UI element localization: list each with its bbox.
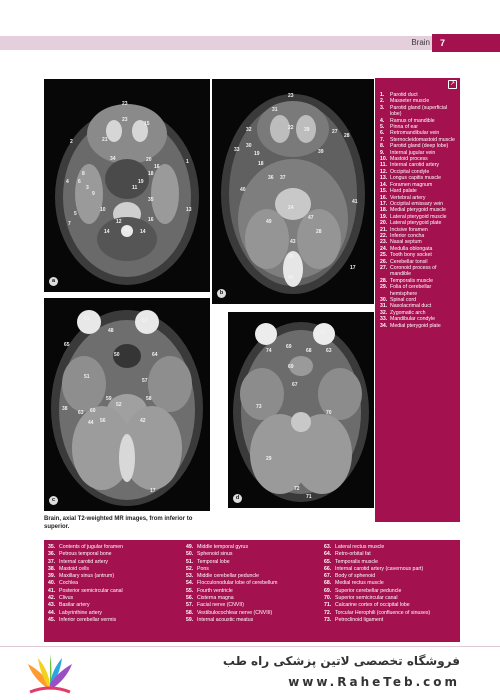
panel-label: 39 bbox=[304, 127, 310, 133]
legend-text: Flocculonodular lobe of cerebellum bbox=[197, 580, 278, 587]
legend-text: Medulla oblongata bbox=[390, 245, 433, 252]
legend-number: 21. bbox=[380, 226, 388, 233]
legend-text: Sphenoid sinus bbox=[197, 551, 233, 558]
panel-label: 69 bbox=[288, 364, 294, 370]
legend-number: 7. bbox=[380, 136, 385, 143]
legend-text: Sternocleidomastoid muscle bbox=[390, 136, 455, 143]
legend-text: Medial pterygoid muscle bbox=[390, 207, 446, 214]
panel-letter: b bbox=[217, 289, 226, 298]
legend-number: 11. bbox=[380, 162, 387, 169]
panel-label: 35 bbox=[148, 197, 154, 203]
panel-label: 12 bbox=[116, 219, 122, 225]
legend-number: 13. bbox=[380, 175, 388, 182]
bookmark-icon: ↗ bbox=[449, 81, 456, 87]
legend-text: Parotid gland (superficial lobe) bbox=[390, 104, 448, 118]
legend-text: Vestibulocochlear nerve (CNVIII) bbox=[197, 609, 273, 616]
panel-label: 23 bbox=[122, 117, 128, 123]
panel-label: 28 bbox=[344, 133, 350, 139]
legend-text: Temporal lobe bbox=[197, 558, 230, 565]
legend-number: 51. bbox=[186, 558, 194, 565]
legend-item bbox=[48, 544, 183, 551]
panel-label: 44 bbox=[88, 420, 94, 426]
legend-number: 3. bbox=[380, 104, 385, 111]
legend-item bbox=[48, 595, 183, 602]
legend-text: Lateral pterygoid plate bbox=[390, 220, 442, 227]
panel-label: 46 bbox=[288, 275, 294, 281]
legend-text: Internal carotid artery bbox=[390, 162, 440, 169]
legend-text: Incisive foramen bbox=[390, 226, 428, 233]
legend-item bbox=[48, 566, 183, 573]
legend-number: 63. bbox=[324, 544, 332, 550]
legend-number: 25. bbox=[380, 252, 388, 259]
legend-item bbox=[48, 580, 183, 587]
legend-number: 20. bbox=[380, 220, 388, 227]
panel-label: 63 bbox=[78, 410, 84, 416]
legend-number: 31. bbox=[380, 303, 388, 310]
legend-text: Pons bbox=[197, 565, 209, 572]
legend-number: 26. bbox=[380, 258, 388, 265]
panel-label: 7 bbox=[68, 221, 71, 227]
panel-label: 68 bbox=[306, 348, 312, 354]
legend-item bbox=[324, 617, 459, 624]
legend-number: 16. bbox=[380, 194, 388, 201]
legend-text: Middle temporal gyrus bbox=[197, 544, 249, 550]
legend-text: Lateral rectus muscle bbox=[335, 544, 385, 550]
rahe-teb-logo bbox=[20, 650, 80, 698]
panel-label: 22 bbox=[288, 125, 294, 131]
legend-text: Parotid gland (deep lobe) bbox=[390, 143, 449, 150]
legend-text: Labyrinthine artery bbox=[59, 609, 102, 616]
panel-label: 20 bbox=[146, 157, 152, 163]
legend-number: 40. bbox=[48, 580, 56, 587]
panel-label: 17 bbox=[350, 265, 356, 271]
panel-label: 31 bbox=[124, 227, 130, 233]
legend-text: Torcular Herophili (confluence of sinuses) bbox=[335, 609, 431, 616]
legend-number: 35. bbox=[48, 544, 56, 550]
legend-number: 30. bbox=[380, 297, 388, 303]
panel-label: 37 bbox=[280, 175, 286, 181]
legend-item bbox=[324, 588, 459, 595]
panel-label: 36 bbox=[268, 175, 274, 181]
panel-label: 52 bbox=[116, 402, 122, 408]
panel-label: 28 bbox=[316, 229, 322, 235]
panel-label: 15 bbox=[144, 121, 150, 127]
panel-label: 74 bbox=[266, 348, 272, 354]
panel-letter: c bbox=[49, 496, 58, 505]
legend-text: Temporalis muscle bbox=[390, 277, 433, 284]
legend-text: Temporalis muscle bbox=[335, 558, 378, 565]
legend-text: Retro-orbital fat bbox=[335, 551, 371, 558]
legend-number: 9. bbox=[380, 149, 385, 156]
legend-number: 1. bbox=[380, 92, 385, 98]
panel-label: 24 bbox=[288, 205, 294, 211]
panel-label: 1 bbox=[186, 159, 189, 165]
panel-label: 58 bbox=[146, 396, 152, 402]
legend-text: Internal carotid artery bbox=[59, 558, 109, 565]
legend-item bbox=[380, 265, 457, 278]
legend-number: 24. bbox=[380, 245, 388, 252]
legend-item bbox=[380, 105, 457, 118]
legend-text: Superior cerebellar peduncle bbox=[335, 587, 402, 594]
panel-label: 61 bbox=[84, 316, 90, 322]
mri-panel-d bbox=[228, 312, 374, 508]
legend-item bbox=[48, 617, 183, 624]
legend-number: 57. bbox=[186, 602, 194, 609]
legend-number: 65. bbox=[324, 558, 332, 565]
panel-label: 73 bbox=[256, 404, 262, 410]
footer-divider bbox=[0, 646, 500, 647]
legend-text: Longus capitis muscle bbox=[390, 175, 442, 182]
panel-label: 19 bbox=[138, 179, 144, 185]
legend-text: Calcarine cortex of occipital lobe bbox=[335, 602, 410, 609]
legend-text: Retromandibular vein bbox=[390, 130, 440, 137]
legend-number: 32. bbox=[380, 309, 388, 316]
legend-text: Zygomatic arch bbox=[390, 309, 426, 316]
legend-number: 66. bbox=[324, 565, 332, 572]
legend-number: 37. bbox=[48, 558, 56, 565]
panel-label: 14 bbox=[104, 229, 110, 235]
legend-item bbox=[186, 566, 321, 573]
legend-item bbox=[324, 595, 459, 602]
panel-label: 48 bbox=[108, 328, 114, 334]
legend-text: Ramus of mandible bbox=[390, 117, 435, 124]
legend-number: 49. bbox=[186, 544, 194, 550]
legend-text: Masseter muscle bbox=[390, 98, 430, 105]
legend-text: Nasolacrimal duct bbox=[390, 303, 432, 310]
legend-text: Mandibular condyle bbox=[390, 316, 435, 323]
panel-label: 39 bbox=[318, 149, 324, 155]
panel-label: 16 bbox=[148, 217, 154, 223]
panel-label: 14 bbox=[140, 229, 146, 235]
legend-item bbox=[324, 566, 459, 573]
legend-item bbox=[186, 602, 321, 609]
legend-number: 55. bbox=[186, 587, 194, 594]
legend-number: 64. bbox=[324, 551, 332, 558]
legend-text: Mastoid process bbox=[390, 156, 428, 163]
panel-label: 56 bbox=[100, 418, 106, 424]
panel-label: 17 bbox=[150, 488, 156, 494]
panel-label: 49 bbox=[266, 219, 272, 225]
legend-number: 14. bbox=[380, 181, 388, 188]
figure-caption: Brain, axial T2-weighted MR images, from inferior to superior. bbox=[44, 516, 193, 530]
legend-text: Coronoid process of mandible bbox=[390, 264, 437, 278]
legend-number: 8. bbox=[380, 143, 385, 150]
panel-label: 8 bbox=[82, 171, 85, 177]
legend-item bbox=[324, 602, 459, 609]
panel-label: 6 bbox=[78, 179, 81, 185]
panel-label: 18 bbox=[258, 161, 264, 167]
panel-label: 59 bbox=[106, 396, 112, 402]
legend-text: Nasal septum bbox=[390, 239, 422, 246]
legend-item bbox=[324, 544, 459, 551]
panel-label: 19 bbox=[254, 151, 260, 157]
legend-number: 73. bbox=[324, 616, 332, 623]
legend-text: Vertebral artery bbox=[390, 194, 426, 201]
legend-text: Posterior semicircular canal bbox=[59, 587, 123, 594]
legend-text: Petrous temporal bone bbox=[59, 551, 112, 558]
legend-number: 36. bbox=[48, 551, 56, 558]
footer-store-name: فروشگاه تخصصی لاتین پزشکی راه طب bbox=[222, 654, 460, 668]
legend-number: 6. bbox=[380, 130, 385, 137]
mri-image-a bbox=[44, 79, 210, 292]
panel-label: 47 bbox=[308, 215, 314, 221]
legend-text: Foramen magnum bbox=[390, 181, 433, 188]
panel-label: 31 bbox=[272, 107, 278, 113]
legend-number: 22. bbox=[380, 232, 388, 239]
legend-text: Spinal cord bbox=[390, 297, 416, 303]
legend-number: 44. bbox=[48, 609, 56, 616]
legend-number: 72. bbox=[324, 609, 332, 616]
legend-item bbox=[48, 551, 183, 558]
panel-label: 70 bbox=[326, 410, 332, 416]
panel-label: 63 bbox=[326, 348, 332, 354]
legend-number: 38. bbox=[48, 565, 56, 572]
legend-number: 52. bbox=[186, 565, 194, 572]
legend-number: 19. bbox=[380, 213, 388, 220]
legend-number: 69. bbox=[324, 587, 332, 594]
legend-number: 68. bbox=[324, 580, 332, 587]
legend-item bbox=[186, 573, 321, 580]
panel-label: 11 bbox=[132, 185, 138, 191]
panel-label: 72 bbox=[294, 486, 300, 492]
legend-item bbox=[324, 573, 459, 580]
legend-text: Facial nerve (CNVII) bbox=[197, 602, 244, 609]
legend-number: 50. bbox=[186, 551, 194, 558]
legend-text: Internal acoustic meatus bbox=[197, 616, 254, 623]
legend-number: 43. bbox=[48, 602, 56, 609]
legend-number: 71. bbox=[324, 602, 332, 609]
panel-letter: a bbox=[49, 277, 58, 286]
section-title: Brain bbox=[411, 38, 430, 47]
panel-label: 51 bbox=[84, 374, 90, 380]
legend-item bbox=[48, 559, 183, 566]
legend-text: Body of sphenoid bbox=[335, 573, 376, 580]
legend-number: 39. bbox=[48, 573, 56, 580]
legend-item bbox=[324, 610, 459, 617]
legend-item bbox=[186, 544, 321, 551]
panel-label: 43 bbox=[290, 239, 296, 245]
legend-item bbox=[186, 559, 321, 566]
bottom-legend-column-3 bbox=[324, 544, 459, 624]
panel-label: 21 bbox=[102, 137, 108, 143]
legend-item bbox=[186, 610, 321, 617]
legend-number: 4. bbox=[380, 117, 385, 124]
legend-text: Medial pterygoid plate bbox=[390, 322, 441, 329]
books-logo-icon bbox=[20, 650, 80, 698]
legend-item bbox=[186, 617, 321, 624]
legend-item bbox=[48, 588, 183, 595]
panel-label: 50 bbox=[114, 352, 120, 358]
bottom-legend-column-2 bbox=[186, 544, 321, 624]
legend-text: Inferior cerebellar vermis bbox=[59, 616, 117, 623]
legend-item bbox=[324, 551, 459, 558]
mri-panel-c bbox=[44, 298, 210, 511]
legend-text: Pinna of ear bbox=[390, 124, 418, 131]
legend-text: Mastoid cells bbox=[59, 565, 89, 572]
mri-image-c bbox=[44, 298, 210, 511]
panel-label: 10 bbox=[100, 207, 106, 213]
legend-text: Clivus bbox=[59, 595, 74, 602]
legend-text: Inferior concha bbox=[390, 232, 425, 239]
legend-number: 34. bbox=[380, 322, 388, 329]
panel-label: 57 bbox=[142, 378, 148, 384]
legend-number: 42. bbox=[48, 595, 56, 602]
panel-label: 69 bbox=[286, 344, 292, 350]
bottom-legend bbox=[44, 540, 460, 642]
panel-label: 27 bbox=[332, 129, 338, 135]
legend-text: Medial rectus muscle bbox=[335, 580, 384, 587]
legend-text: Internal jugular vein bbox=[390, 149, 436, 156]
side-legend bbox=[375, 78, 460, 522]
panel-label: 64 bbox=[152, 352, 158, 358]
panel-label: 29 bbox=[266, 456, 272, 462]
mri-panel-a bbox=[44, 79, 210, 292]
panel-label: 2 bbox=[70, 139, 73, 145]
legend-item bbox=[380, 284, 457, 297]
legend-text: Basilar artery bbox=[59, 602, 90, 609]
legend-number: 53. bbox=[186, 573, 194, 580]
panel-label: 38 bbox=[62, 406, 68, 412]
panel-label: 40 bbox=[240, 187, 246, 193]
panel-label: 5 bbox=[74, 211, 77, 217]
mri-panel-b bbox=[212, 79, 374, 304]
panel-label: 71 bbox=[306, 494, 312, 500]
page-number: 7 bbox=[432, 34, 500, 52]
legend-text: Internal carotid artery (cavernous part) bbox=[335, 565, 424, 572]
legend-text: Occipital emissary vein bbox=[390, 200, 444, 207]
legend-item bbox=[324, 559, 459, 566]
panel-label: 34 bbox=[110, 156, 116, 162]
panel-label: 4 bbox=[66, 179, 69, 185]
legend-item bbox=[186, 551, 321, 558]
legend-text: Parotid duct bbox=[390, 92, 418, 98]
legend-number: 18. bbox=[380, 207, 388, 214]
panel-label: 62 bbox=[320, 330, 326, 336]
legend-text: Cerebellar tonsil bbox=[390, 258, 428, 265]
legend-number: 29. bbox=[380, 284, 388, 291]
panel-label: 65 bbox=[64, 342, 70, 348]
legend-text: Tooth bony socket bbox=[390, 252, 432, 259]
panel-label: 30 bbox=[246, 143, 252, 149]
panel-label: 16 bbox=[154, 164, 160, 170]
panel-label: 62 bbox=[142, 318, 148, 324]
legend-text: Cisterna magna bbox=[197, 595, 234, 602]
legend-text: Middle cerebellar peduncle bbox=[197, 573, 259, 580]
panel-label: 9 bbox=[92, 191, 95, 197]
legend-number: 33. bbox=[380, 316, 388, 323]
legend-item bbox=[380, 323, 457, 329]
footer-url-link[interactable]: www.RaheTeb.com bbox=[288, 675, 460, 689]
panel-label: 67 bbox=[292, 382, 298, 388]
legend-text: Lateral pterygoid muscle bbox=[390, 213, 447, 220]
legend-item bbox=[48, 610, 183, 617]
legend-number: 41. bbox=[48, 587, 56, 594]
legend-text: Cochlea bbox=[59, 580, 79, 587]
legend-number: 17. bbox=[380, 200, 388, 207]
panel-label: 33 bbox=[234, 147, 240, 153]
legend-number: 58. bbox=[186, 609, 194, 616]
bottom-legend-column-1 bbox=[48, 544, 183, 624]
legend-number: 56. bbox=[186, 595, 194, 602]
legend-number: 27. bbox=[380, 264, 388, 271]
legend-number: 15. bbox=[380, 188, 388, 195]
legend-text: Maxillary sinus (antrum) bbox=[59, 573, 115, 580]
panel-label: 18 bbox=[148, 171, 154, 177]
legend-item bbox=[48, 602, 183, 609]
legend-number: 23. bbox=[380, 239, 388, 246]
panel-label: 23 bbox=[288, 93, 294, 99]
panel-label: 13 bbox=[186, 207, 192, 213]
legend-item bbox=[324, 580, 459, 587]
legend-text: Petroclinoid ligament bbox=[335, 616, 384, 623]
side-legend-list bbox=[380, 92, 457, 329]
legend-text: Folia of cerebellar hemisphere bbox=[390, 284, 432, 297]
legend-number: 54. bbox=[186, 580, 194, 587]
panel-label: 3 bbox=[86, 185, 89, 191]
panel-label: 60 bbox=[90, 408, 96, 414]
legend-item bbox=[186, 595, 321, 602]
legend-item bbox=[48, 573, 183, 580]
legend-number: 67. bbox=[324, 573, 332, 580]
legend-number: 10. bbox=[380, 156, 388, 163]
panel-label: 42 bbox=[140, 418, 146, 424]
legend-number: 2. bbox=[380, 98, 385, 105]
legend-number: 28. bbox=[380, 277, 388, 284]
legend-text: Superior semicircular canal bbox=[335, 595, 398, 602]
panel-label: 26 bbox=[288, 254, 294, 260]
legend-number: 45. bbox=[48, 616, 56, 623]
panel-label: 32 bbox=[246, 127, 252, 133]
legend-item bbox=[186, 580, 321, 587]
legend-number: 59. bbox=[186, 616, 194, 623]
legend-item bbox=[186, 588, 321, 595]
legend-number: 5. bbox=[380, 124, 385, 131]
legend-text: Fourth ventricle bbox=[197, 587, 233, 594]
panel-label: 41 bbox=[352, 199, 358, 205]
legend-number: 70. bbox=[324, 595, 332, 602]
mri-image-d bbox=[228, 312, 374, 508]
legend-number: 12. bbox=[380, 168, 388, 175]
legend-text: Contents of jugular foramen bbox=[59, 544, 124, 550]
panel-letter: d bbox=[233, 494, 242, 503]
legend-text: Occipital condyle bbox=[390, 168, 430, 175]
legend-text: Hard palate bbox=[390, 188, 417, 195]
panel-label: 23 bbox=[122, 101, 128, 107]
